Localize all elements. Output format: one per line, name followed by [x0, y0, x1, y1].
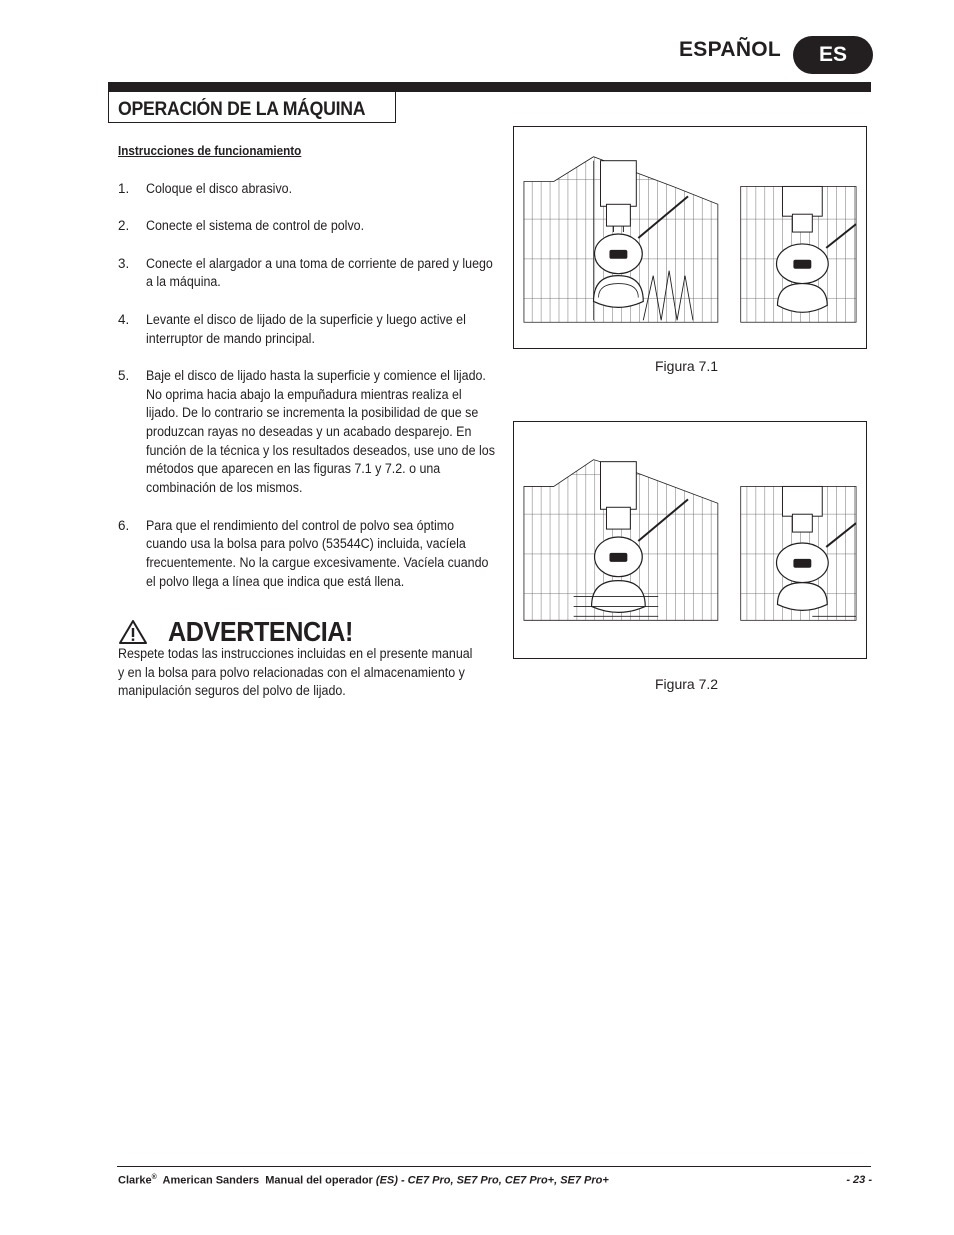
- section-title: OPERACIÓN DE LA MÁQUINA: [118, 99, 366, 120]
- figure-7-2-illustration: [514, 422, 866, 658]
- step-4: [118, 311, 503, 348]
- step-number: 5.: [118, 367, 130, 383]
- figure-7-2: [513, 421, 867, 659]
- warning-heading: [118, 614, 374, 648]
- step-text: Coloque el disco abrasivo.: [146, 181, 293, 196]
- instructions-subheading: Instrucciones de funcionamiento: [118, 143, 302, 158]
- footer: [118, 1174, 872, 1187]
- step-1: [118, 180, 503, 199]
- step-number: 1.: [118, 181, 130, 196]
- instruction-steps: [118, 180, 503, 610]
- page-number: - 23 -: [846, 1174, 872, 1186]
- figure-7-2-caption: Figura 7.2: [655, 676, 719, 692]
- step-text: Conecte el alargador a una toma de corriente de pared y luego a la máquina.: [146, 255, 493, 290]
- step-number: 6.: [118, 517, 130, 533]
- step-text: Levante el disco de lijado de la superficie y luego active el interruptor de mando principal.: [146, 311, 466, 346]
- figure-7-1: [513, 126, 867, 349]
- warning-triangle-icon: [118, 619, 148, 645]
- step-5: [118, 367, 503, 498]
- footer-brand: Clarke: [118, 1174, 152, 1187]
- language-badge: ES: [793, 36, 873, 74]
- figure-7-1-caption: Figura 7.1: [655, 358, 719, 374]
- step-6: [118, 517, 503, 592]
- step-number: 2.: [118, 218, 130, 234]
- step-number: 3.: [118, 255, 130, 271]
- footer-manual: Manual del operador: [265, 1174, 373, 1187]
- warning-title: ADVERTENCIA!: [168, 615, 354, 647]
- language-label: ESPAÑOL: [679, 38, 782, 61]
- figure-7-1-illustration: [514, 127, 866, 348]
- registered-mark: ®: [151, 1174, 157, 1181]
- step-3: [118, 255, 503, 292]
- step-text: Para que el rendimiento del control de polvo sea óptimo cuando usa la bolsa para polvo (53544C) incluida, vacíela frecuentemente. No la cargue excesivamente. Vacíela cuando el polvo llega a línea que indica que está llena.: [146, 517, 489, 589]
- footer-models: (ES) - CE7 Pro, SE7 Pro, CE7 Pro+, SE7 Pro+: [375, 1174, 609, 1187]
- warning-body: Respete todas las instrucciones incluidas en el presente manual y en la bolsa para polvo relacionadas con el almacenamiento y manipulación seguros del polvo de lijado.: [118, 646, 473, 699]
- step-text: Baje el disco de lijado hasta la superficie y comience el lijado. No oprima hacia abajo la empuñadura mientras realiza el lijado. De lo contrario se incrementa la posibilidad de que se produzcan rayas no deseadas y un acabado desparejo. En función de la técnica y los resultados deseados, use uno de los métodos que aparecen en las figuras 7.1 y 7.2. o una combinación de los mismos.: [146, 367, 495, 496]
- step-2: [118, 217, 503, 236]
- footer-rule: [117, 1166, 871, 1167]
- step-number: 4.: [118, 311, 130, 327]
- top-rule: [108, 82, 871, 92]
- step-text: Conecte el sistema de control de polvo.: [146, 218, 365, 234]
- footer-company: American Sanders: [162, 1174, 260, 1187]
